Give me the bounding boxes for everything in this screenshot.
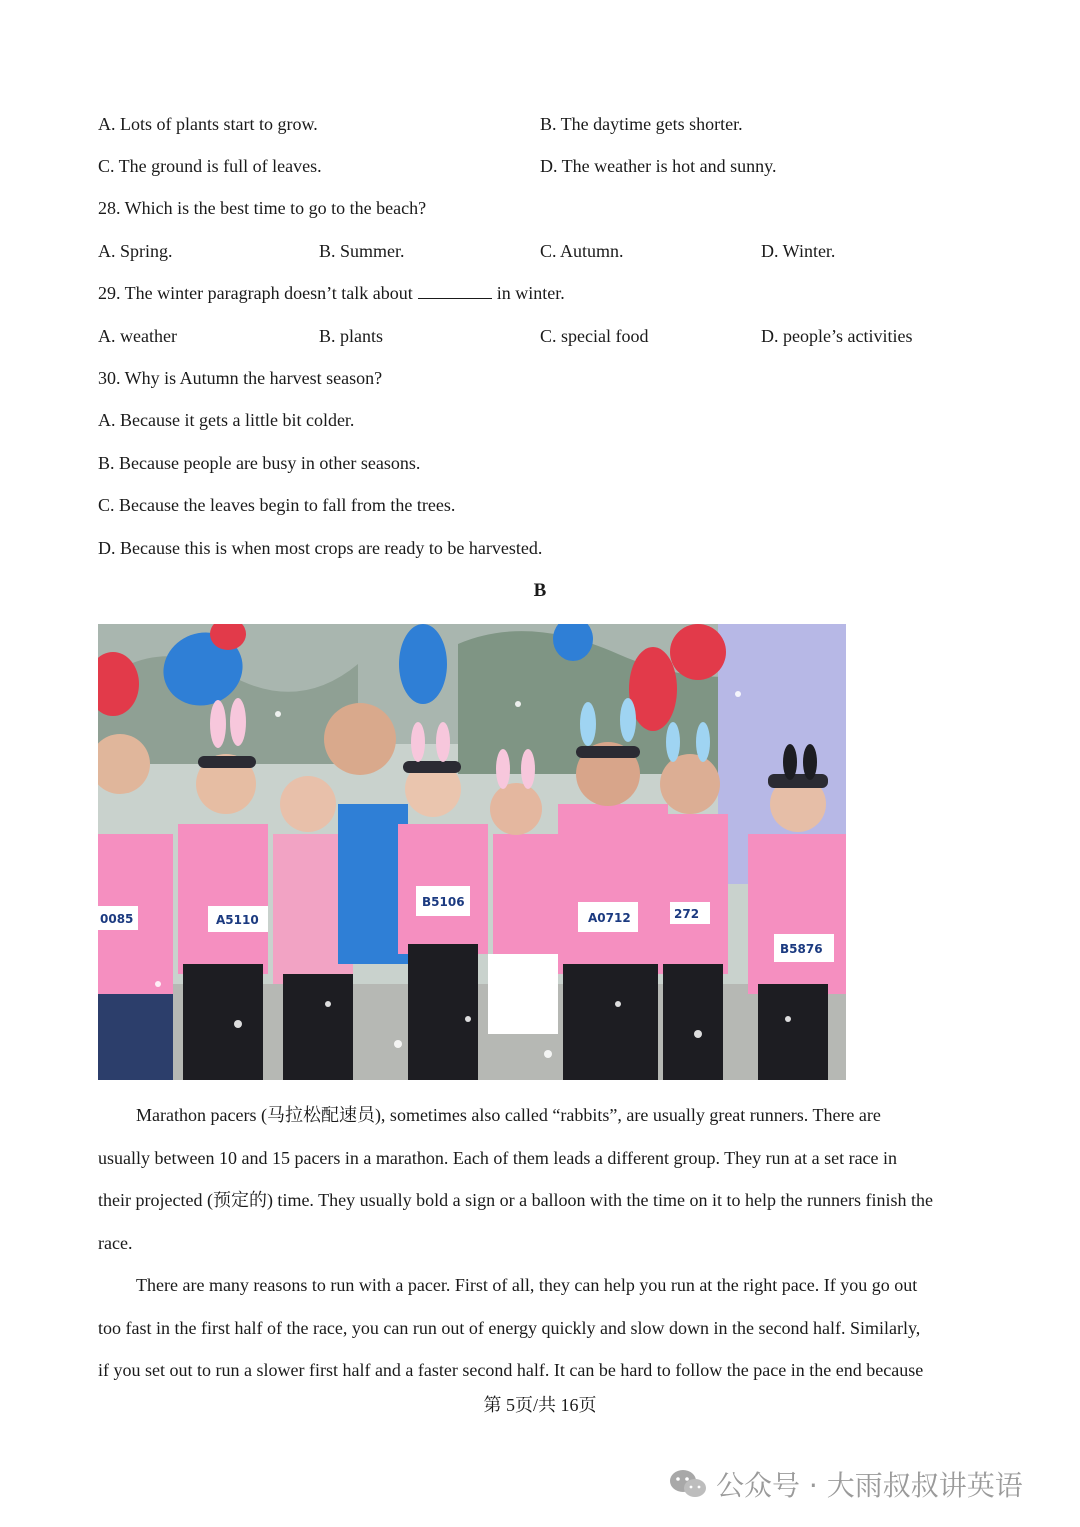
q27-option-d: D. The weather is hot and sunny. bbox=[540, 156, 777, 176]
q28-option-b: B. Summer. bbox=[319, 241, 405, 261]
q29-option-d: D. people’s activities bbox=[761, 326, 913, 346]
passage-paragraph-1 bbox=[98, 1094, 984, 1264]
watermark-text: 公众号 · 大雨叔叔讲英语 bbox=[716, 1469, 1023, 1502]
paragraph-2-line-2: too fast in the first half of the race, you can run out of energy quickly and slow down in the second half. Similarly, bbox=[98, 1317, 921, 1338]
q29-option-c: C. special food bbox=[540, 326, 649, 346]
q29-question-end: in winter. bbox=[496, 283, 565, 303]
bib-a0712: A0712 bbox=[588, 911, 631, 925]
marathon-pacers-photo bbox=[98, 624, 846, 1080]
bib-0085: 0085 bbox=[100, 912, 134, 926]
q29-option-a: A. weather bbox=[98, 326, 177, 346]
page-number: 第 5页/共 16页 bbox=[483, 1395, 597, 1415]
q27-option-b: B. The daytime gets shorter. bbox=[540, 114, 743, 134]
bib-a5110: A5110 bbox=[216, 913, 259, 927]
q28-question: 28. Which is the best time to go to the beach? bbox=[98, 198, 427, 218]
paragraph-2-line-3: if you set out to run a slower first half and a faster second half. It can be hard to follow the pace in the end because bbox=[98, 1360, 924, 1380]
q29-question-start: 29. The winter paragraph doesn’t talk about bbox=[98, 283, 413, 303]
bib-b5106: B5106 bbox=[422, 895, 465, 909]
q27-option-c: C. The ground is full of leaves. bbox=[98, 156, 322, 176]
q29-question bbox=[98, 281, 565, 305]
paragraph-1-line-3: their projected (预定的) time. They usually bold a sign or a balloon with the time on it to help the runners finish the bbox=[98, 1190, 933, 1210]
bib-b5876: B5876 bbox=[780, 942, 823, 956]
photo-illustration bbox=[98, 624, 846, 1080]
q30-option-b: B. Because people are busy in other seasons. bbox=[98, 453, 421, 473]
q28-option-a: A. Spring. bbox=[98, 241, 173, 261]
q27-option-a: A. Lots of plants start to grow. bbox=[98, 114, 318, 134]
q28-option-d: D. Winter. bbox=[761, 241, 836, 261]
q29-option-b: B. plants bbox=[319, 326, 384, 346]
q30-option-a: A. Because it gets a little bit colder. bbox=[98, 410, 355, 430]
section-b-heading: B bbox=[533, 580, 547, 601]
q28-option-c: C. Autumn. bbox=[540, 241, 624, 261]
paragraph-1-line-2: usually between 10 and 15 pacers in a marathon. Each of them leads a different group. They run at a set race in bbox=[98, 1147, 898, 1168]
paragraph-2-line-1: There are many reasons to run with a pacer. First of all, they can help you run at the right pace. If you go out bbox=[136, 1275, 918, 1295]
answer-blank bbox=[418, 282, 492, 299]
wechat-icon bbox=[668, 1468, 708, 1500]
q30-option-d: D. Because this is when most crops are ready to be harvested. bbox=[98, 538, 543, 558]
paragraph-1-line-1: Marathon pacers (马拉松配速员), sometimes also called “rabbits”, are usually great runners. There are bbox=[136, 1105, 881, 1125]
passage-paragraph-2 bbox=[98, 1264, 984, 1392]
paragraph-1-line-4: race. bbox=[98, 1232, 133, 1253]
watermark bbox=[668, 1464, 1023, 1504]
bib-272: 272 bbox=[674, 907, 700, 921]
q30-question: 30. Why is Autumn the harvest season? bbox=[98, 368, 383, 388]
q30-option-c: C. Because the leaves begin to fall from the trees. bbox=[98, 495, 456, 515]
